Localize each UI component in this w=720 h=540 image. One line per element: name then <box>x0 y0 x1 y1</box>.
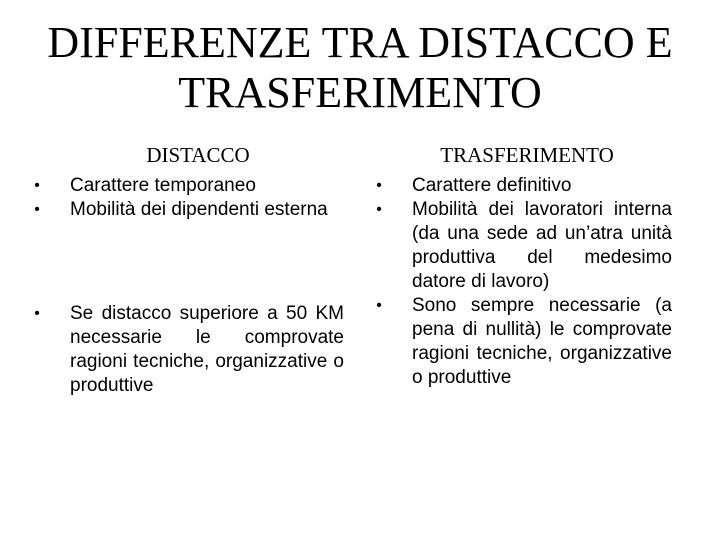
slide-title: DIFFERENZE TRA DISTACCO E TRASFERIMENTO <box>47 18 673 117</box>
bullet-icon: • <box>376 297 382 314</box>
list-item-text: Carattere temporaneo <box>70 175 256 196</box>
bullet-icon: • <box>376 177 382 194</box>
list-item <box>370 198 672 294</box>
trasferimento-list <box>370 174 672 390</box>
list-item-text: Se distacco superiore a 50 KM necessarie le comprovate ragioni tecniche, organizzative o produttive <box>70 303 344 396</box>
list-item <box>28 302 344 398</box>
list-item-text: Mobilità dei lavoratori interna (da una sede ad un’atra unità produttiva del medesimo datore di lavoro) <box>412 199 672 292</box>
list-item <box>370 294 672 390</box>
list-item <box>28 198 344 222</box>
list-item <box>370 174 672 198</box>
distacco-column <box>28 142 344 398</box>
bullet-icon: • <box>34 201 40 218</box>
spacer <box>28 222 344 302</box>
distacco-heading: DISTACCO <box>146 143 250 167</box>
list-item-text: Sono sempre necessarie (a pena di nullità) le comprovate ragioni tecniche, organizzative o produttive <box>412 295 672 388</box>
bullet-icon: • <box>376 201 382 218</box>
bullet-icon: • <box>34 177 40 194</box>
list-item-text: Mobilità dei dipendenti esterna <box>70 199 328 220</box>
list-item <box>28 174 344 198</box>
trasferimento-column <box>370 142 672 390</box>
trasferimento-heading: TRASFERIMENTO <box>440 143 614 167</box>
bullet-icon: • <box>34 305 40 322</box>
list-item-text: Carattere definitivo <box>412 175 572 196</box>
distacco-list <box>28 174 344 398</box>
